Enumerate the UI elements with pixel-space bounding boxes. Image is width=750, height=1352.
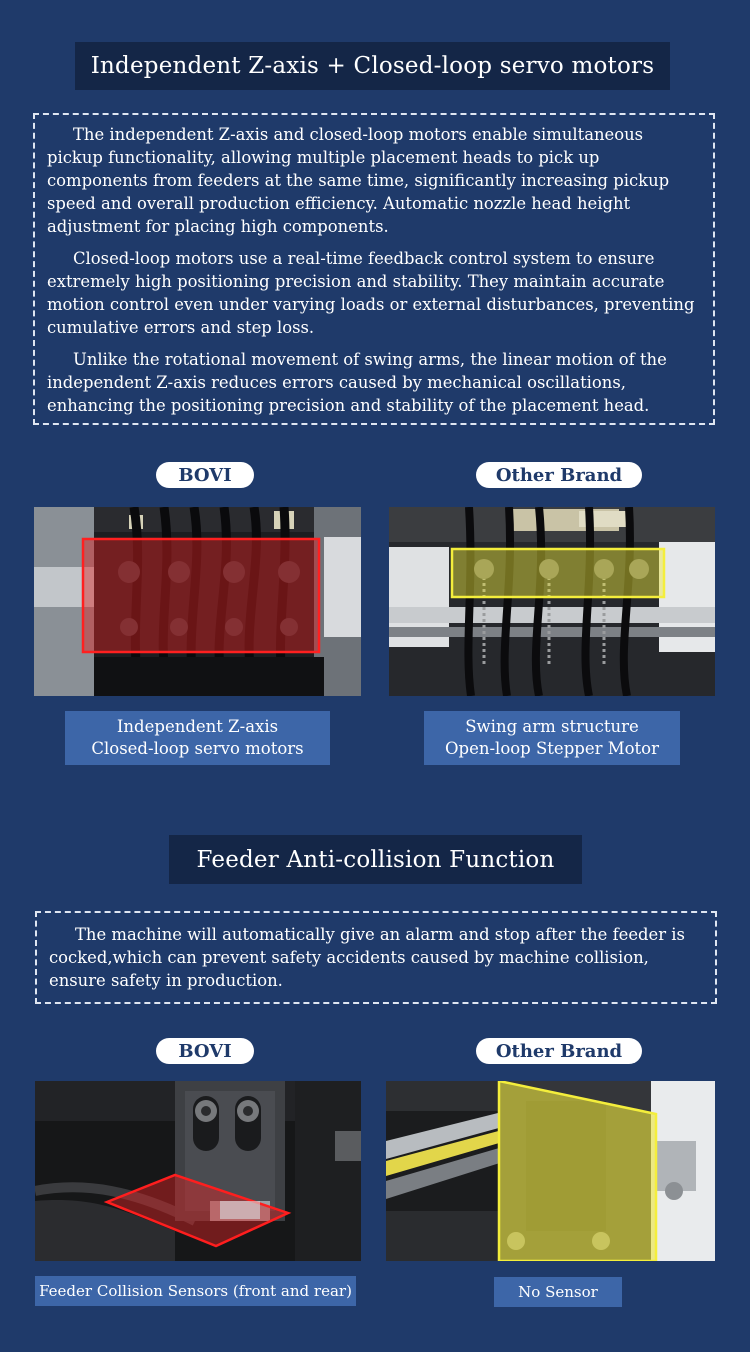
- bovi-caption-line-2: Closed-loop servo motors: [91, 739, 304, 758]
- other-brand-swingarm-photo: [389, 507, 715, 696]
- zaxis-paragraph-1: The independent Z-axis and closed-loop motors enable simultaneous pickup functionality, allowing multiple placement heads to pick up components from feeders at the same time, significantly increasing pickup speed and overall production efficiency. Automatic nozzle head height adjustment for placing high components.: [47, 125, 670, 236]
- other-brand-no-sensor-caption: No Sensor: [494, 1277, 622, 1307]
- other-brand-swingarm-caption: [424, 711, 680, 765]
- other-brand-no-sensor-photo: [386, 1081, 715, 1261]
- other-caption-line-2: Open-loop Stepper Motor: [444, 739, 659, 758]
- feeder-description-box: [35, 911, 717, 1004]
- other-brand-label-2: Other Brand: [476, 1038, 642, 1064]
- zaxis-paragraph-3: Unlike the rotational movement of swing arms, the linear motion of the independent Z-axis reduces errors caused by mechanical oscillations, enhancing the positioning precision and stability of the placement head.: [47, 350, 667, 415]
- zaxis-paragraph-2: Closed-loop motors use a real-time feedback control system to ensure extremely high positioning precision and stability. They maintain accurate motion control even under varying loads or external disturbances, preventing cumulative errors and step loss.: [47, 249, 695, 337]
- bovi-label-2: BOVI: [156, 1038, 254, 1064]
- section-title-zaxis: Independent Z-axis + Closed-loop servo motors: [75, 42, 670, 90]
- bovi-feeder-sensor-illustration: [35, 1081, 361, 1261]
- bovi-caption-line-1: Independent Z-axis: [116, 717, 279, 736]
- other-brand-no-sensor-illustration: [386, 1081, 715, 1261]
- section-title-feeder: Feeder Anti-collision Function: [169, 835, 582, 884]
- bovi-zaxis-illustration: [34, 507, 361, 696]
- other-brand-swingarm-illustration: [389, 507, 715, 696]
- other-caption-line-1: Swing arm structure: [465, 717, 639, 736]
- bovi-label-1: BOVI: [156, 462, 254, 488]
- zaxis-description-box: [33, 113, 715, 425]
- bovi-feeder-sensor-photo: [35, 1081, 361, 1261]
- bovi-zaxis-caption: [65, 711, 330, 765]
- other-brand-label-1: Other Brand: [476, 462, 642, 488]
- bovi-zaxis-photo: [34, 507, 361, 696]
- feeder-paragraph: The machine will automatically give an alarm and stop after the feeder is cocked,which can prevent safety accidents caused by machine collision, ensure safety in production.: [49, 925, 685, 990]
- bovi-feeder-sensor-caption: Feeder Collision Sensors (front and rear): [35, 1276, 356, 1306]
